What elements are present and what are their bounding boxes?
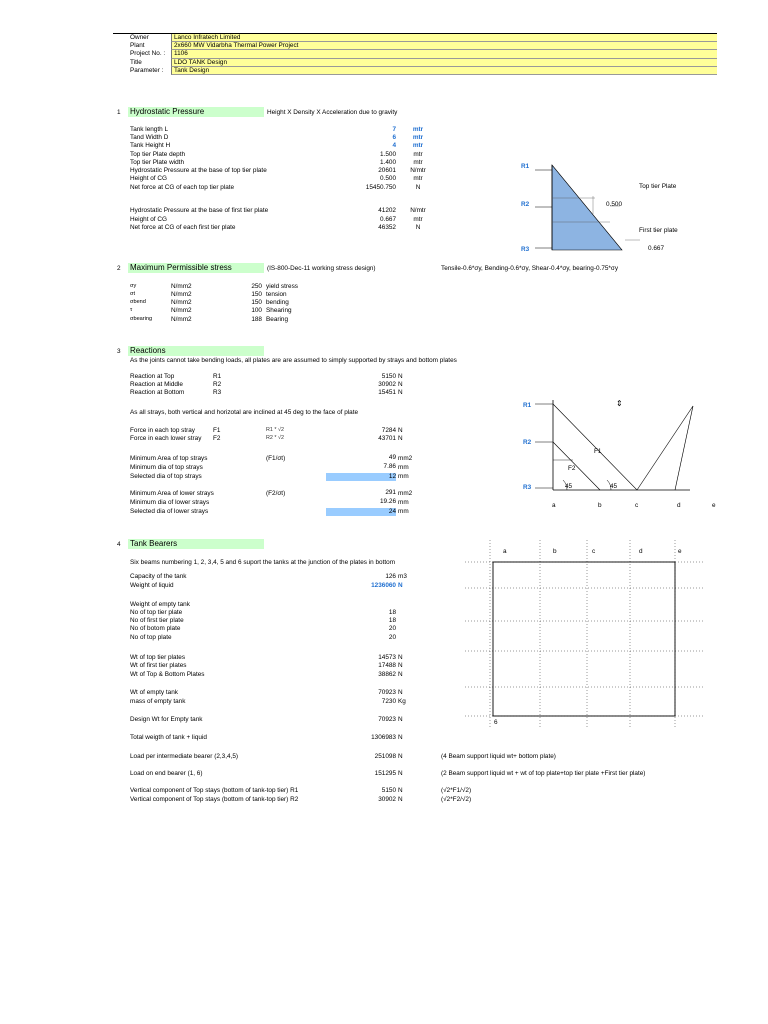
reaction-symbol: R2 (213, 381, 222, 388)
row-label: Wt of top tier plates (130, 654, 186, 661)
row-label: Top tier Plate width (130, 159, 184, 166)
row-label: Height of CG (130, 216, 167, 223)
r2-label: R2 (523, 439, 532, 446)
row-unit: N (398, 796, 403, 803)
stress-value: 150 (251, 291, 262, 298)
point-label: d (677, 502, 681, 509)
stray-label: Selected dia of top strays (130, 473, 202, 480)
reaction-value: 30902 (378, 381, 396, 388)
row-unit: N (398, 787, 403, 794)
r2-label: R2 (521, 201, 530, 208)
header-row (113, 42, 717, 50)
row-unit: mtr (413, 175, 423, 182)
section-number: 1 (117, 109, 121, 116)
stress-unit: N/mm2 (171, 307, 192, 314)
stray-value: 19.26 (380, 498, 396, 505)
section-title: Maximum Permissible stress (128, 263, 264, 273)
row-label: Net force at CG of each first tier plate (130, 224, 236, 231)
stress-desc: Shearing (266, 307, 292, 314)
arrow-icon: ⇕ (616, 399, 623, 408)
row-label: Net force at CG of each top tier plate (130, 184, 235, 191)
row-note: (2 Beam support liquid wt + wt of top plate+top tier plate +First tier plate) (441, 770, 646, 777)
row-value: 18 (388, 609, 396, 616)
stress-symbol: σbend (130, 299, 146, 305)
header-value: Tank Design (171, 67, 717, 75)
stress-desc: bending (266, 299, 289, 306)
r1-label: R1 (521, 163, 530, 170)
stray-label: Minimum Area of lower strays (130, 490, 214, 497)
reaction-label: Reaction at Bottom (130, 389, 185, 396)
row-value: 70923 (378, 716, 396, 723)
dim-label: 0.667 (648, 245, 664, 252)
row-unit: N (398, 662, 403, 669)
header-value: Lanco Infratech Limited (171, 34, 717, 42)
note-text: As all strays, both vertical and horizotal are inclined at 45 deg to the face of plate (130, 409, 359, 416)
row-unit: mtr (412, 126, 424, 133)
row-unit: mtr (412, 134, 424, 141)
row-value: 17488 (378, 662, 396, 669)
dim-label: 0.500 (606, 201, 622, 208)
row-unit: N (398, 716, 403, 723)
reaction-unit: N (398, 389, 403, 396)
stress-desc: tension (266, 291, 287, 298)
row-unit: N (398, 654, 403, 661)
row-unit: N/mtr (410, 167, 426, 174)
header-label: Title (130, 58, 142, 66)
force-formula: R2 * √2 (266, 435, 284, 441)
row-value: 1.400 (380, 159, 396, 166)
row-unit: mtr (412, 142, 424, 149)
stray-unit: mm2 (398, 490, 413, 497)
row-label: Weight of liquid (130, 582, 174, 589)
header-table (113, 33, 717, 75)
formula-text: Height X Density X Acceleration due to gravity (267, 109, 398, 116)
row-value: 20 (388, 634, 396, 641)
header-row (113, 50, 717, 58)
point-label: c (635, 502, 639, 509)
point-label: b (598, 502, 602, 509)
header-value: 1106 (171, 50, 717, 58)
r1-label: R1 (523, 402, 532, 409)
stray-unit: mm (398, 464, 409, 471)
force-unit: N (398, 435, 403, 442)
row-value: 7 (392, 126, 396, 133)
point-label: a (552, 502, 556, 509)
grid-col-label: c (592, 548, 596, 555)
reaction-label: Reaction at Top (130, 373, 175, 380)
reaction-value: 5150 (381, 373, 396, 380)
row-value: 1236060 (371, 582, 396, 589)
stress-symbol: σbearing (130, 316, 153, 322)
section-title: Reactions (128, 346, 264, 356)
stray-label: Minimum Area of top strays (130, 455, 208, 462)
section-title: Hydrostatic Pressure (128, 107, 264, 117)
row-value: 6 (392, 134, 396, 141)
row-value: 18 (388, 617, 396, 624)
row-value: 5150 (381, 787, 396, 794)
row-label: Weight of empty tank (130, 601, 190, 608)
top-tier-label: Top tier Plate (639, 183, 677, 190)
row-label: Tand Width D (130, 134, 169, 141)
section-number: 4 (117, 541, 121, 548)
header-value: 2x660 MW Vidarbha Thermal Power Project (171, 42, 717, 50)
reaction-label: Reaction at Middle (130, 381, 183, 388)
intro-text: As the joints cannot take bending loads, all plates are are assumed to simply supported by strays and bottom plates (130, 357, 457, 364)
reaction-symbol: R3 (213, 389, 222, 396)
first-tier-label: First tier plate (639, 227, 678, 234)
header-label: Owner (130, 34, 149, 41)
row-note: (4 Beam support liquid wt+ bottom plate) (441, 753, 556, 760)
row-label: Wt of first tier plates (130, 662, 187, 669)
row-value: 38862 (378, 671, 396, 678)
row-unit: N (398, 671, 403, 678)
reaction-value: 15451 (378, 389, 396, 396)
stress-value: 250 (251, 283, 262, 290)
row-unit: mtr (413, 159, 423, 166)
stray-unit: mm (398, 473, 409, 480)
row-value: 151295 (374, 770, 396, 777)
row-value: 1.500 (380, 151, 396, 158)
stress-unit: N/mm2 (171, 299, 192, 306)
row-label: No of top plate (130, 634, 172, 641)
stress-note: Tensile-0.6*σy, Bending-0.6*σy, Shear-0.4*σy, bearing-0.75*σy (441, 265, 619, 272)
angle-label: 45 (610, 483, 618, 490)
stray-value: 24 (326, 508, 396, 516)
grid-col-label: d (639, 548, 643, 555)
row-value: 0.667 (380, 216, 396, 223)
stray-formula: (F1/σt) (266, 455, 286, 462)
row-label: Wt of empty tank (130, 689, 178, 696)
stress-symbol: τ (130, 307, 133, 313)
tank-outline (493, 562, 675, 716)
row-unit: N (415, 184, 421, 191)
stress-symbol: σt (130, 291, 136, 297)
stress-unit: N/mm2 (171, 316, 192, 323)
row-unit: mtr (413, 151, 423, 158)
header-row (113, 67, 717, 75)
row-value: 14573 (378, 654, 396, 661)
stray-line (675, 406, 693, 490)
row-unit: N (398, 770, 403, 777)
section-title: Tank Bearers (128, 539, 264, 549)
row-note: (√2*F2/√2) (441, 796, 472, 803)
hydrostatic-diagram (515, 160, 730, 255)
row-label: Vertical component of Top stays (bottom of tank-top tier) R2 (130, 796, 299, 803)
row-unit: mtr (413, 216, 423, 223)
stress-symbol: σy (130, 283, 137, 289)
f2-label: F2 (568, 465, 576, 472)
row-label: Top tier Plate depth (130, 151, 186, 158)
header-value: LDO TANK Design (171, 59, 717, 67)
reaction-symbol: R1 (213, 373, 222, 380)
row-value: 7230 (381, 698, 396, 705)
f1-label: F1 (594, 448, 602, 455)
row-unit: N (398, 582, 403, 589)
stray-value: 49 (388, 454, 396, 461)
force-formula: R1 * √2 (266, 427, 284, 433)
row-unit: N/mtr (410, 207, 426, 214)
row-unit: N (398, 734, 403, 741)
row-value: 20601 (378, 167, 396, 174)
row-note: (√2*F1/√2) (441, 787, 472, 794)
row-label: Hydrostatic Pressure at the base of top tier plate (130, 167, 267, 174)
r3-label: R3 (523, 484, 532, 491)
row-label: Load per intermediate bearer (2,3,4,5) (130, 753, 238, 760)
bearer-grid (465, 540, 715, 730)
grid-col-label: e (678, 548, 682, 555)
grid-col-label: b (553, 548, 557, 555)
row-value: 251098 (374, 753, 396, 760)
r3-label: R3 (521, 246, 530, 253)
row-unit: m3 (398, 573, 407, 580)
row-value: 30902 (378, 796, 396, 803)
stray-line (637, 406, 693, 490)
stray-label: Minimum dia of lower strays (130, 499, 210, 506)
force-symbol: F1 (213, 427, 221, 434)
reaction-unit: N (398, 373, 403, 380)
row-label: Total weigth of tank + liquid (130, 734, 207, 741)
row-value: 1306983 (371, 734, 396, 741)
section-number: 2 (117, 265, 121, 272)
stress-desc: Bearing (266, 316, 289, 323)
row-label: Hydrostatic Pressure at the base of first tier plate (130, 207, 269, 214)
angle-label: 45 (565, 483, 573, 490)
stray-diagram (515, 390, 730, 515)
stray-label: Minimum dia of top strays (130, 464, 203, 471)
row-label: Capacity of the tank (130, 573, 187, 580)
stray-formula: (F2/σt) (266, 490, 286, 497)
force-symbol: F2 (213, 435, 221, 442)
row-label: Wt of Top & Bottom Plates (130, 671, 205, 678)
stress-unit: N/mm2 (171, 283, 192, 290)
grid-col-label: a (503, 548, 507, 555)
stray-value: 291 (385, 489, 396, 496)
header-label: Parameter : (130, 66, 164, 74)
row-label: Vertical component of Top stays (bottom of tank-top tier) R1 (130, 787, 299, 794)
row-label: Tank Height H (130, 142, 171, 149)
force-value: 43701 (378, 435, 396, 442)
row-label: Tank length L (130, 126, 169, 133)
row-label: mass of empty tank (130, 698, 186, 705)
row-label: Design Wt for Empty tank (130, 716, 203, 723)
stray-unit: mm2 (398, 455, 413, 462)
row-value: 0.500 (380, 175, 396, 182)
stray-value: 7.86 (383, 463, 396, 470)
stress-desc: yield stress (266, 283, 298, 290)
row-value: 41202 (378, 207, 396, 214)
row-value: 46352 (378, 224, 396, 231)
beam-label: 6 (494, 719, 498, 726)
header-label: Plant (130, 42, 145, 50)
row-value: 15450.750 (365, 184, 396, 191)
header-label: Project No. : (130, 50, 166, 58)
stray-value: 12 (326, 473, 396, 481)
row-label: No of first tier plate (130, 617, 184, 624)
stress-value: 100 (251, 307, 262, 314)
stress-value: 188 (251, 316, 262, 323)
row-value: 20 (388, 625, 396, 632)
row-label: No of top tier plate (130, 609, 183, 616)
stray-unit: mm (398, 499, 409, 506)
force-unit: N (398, 427, 403, 434)
force-label: Force in each lower stray (130, 435, 202, 442)
row-unit: N (415, 224, 421, 231)
row-value: 126 (385, 573, 396, 580)
row-value: 4 (392, 142, 396, 149)
row-value: 70923 (378, 689, 396, 696)
code-text: (IS-800-Dec-11 working stress design) (267, 265, 376, 272)
row-unit: Kg (398, 698, 406, 705)
stray-label: Selected dia of lower strays (130, 508, 209, 515)
intro-text: Six beams numbering 1, 2, 3,4, 5 and 6 suport the tanks at the junction of the plates in bottom (130, 559, 396, 566)
force-value: 7284 (381, 427, 396, 434)
row-label: No of botom plate (130, 625, 181, 632)
header-row (113, 34, 717, 42)
stress-unit: N/mm2 (171, 291, 192, 298)
header-row (113, 59, 717, 67)
force-label: Force in each top stray (130, 427, 196, 434)
row-label: Height of CG (130, 175, 167, 182)
point-label: e (712, 502, 716, 509)
f2-stray (553, 442, 600, 490)
section-number: 3 (117, 348, 121, 355)
row-unit: N (398, 753, 403, 760)
row-label: Load on end bearer (1, 6) (130, 770, 203, 777)
row-unit: N (398, 689, 403, 696)
stress-value: 150 (251, 299, 262, 306)
stray-unit: mm (398, 508, 409, 515)
f1-stray (553, 404, 637, 490)
reaction-unit: N (398, 381, 403, 388)
